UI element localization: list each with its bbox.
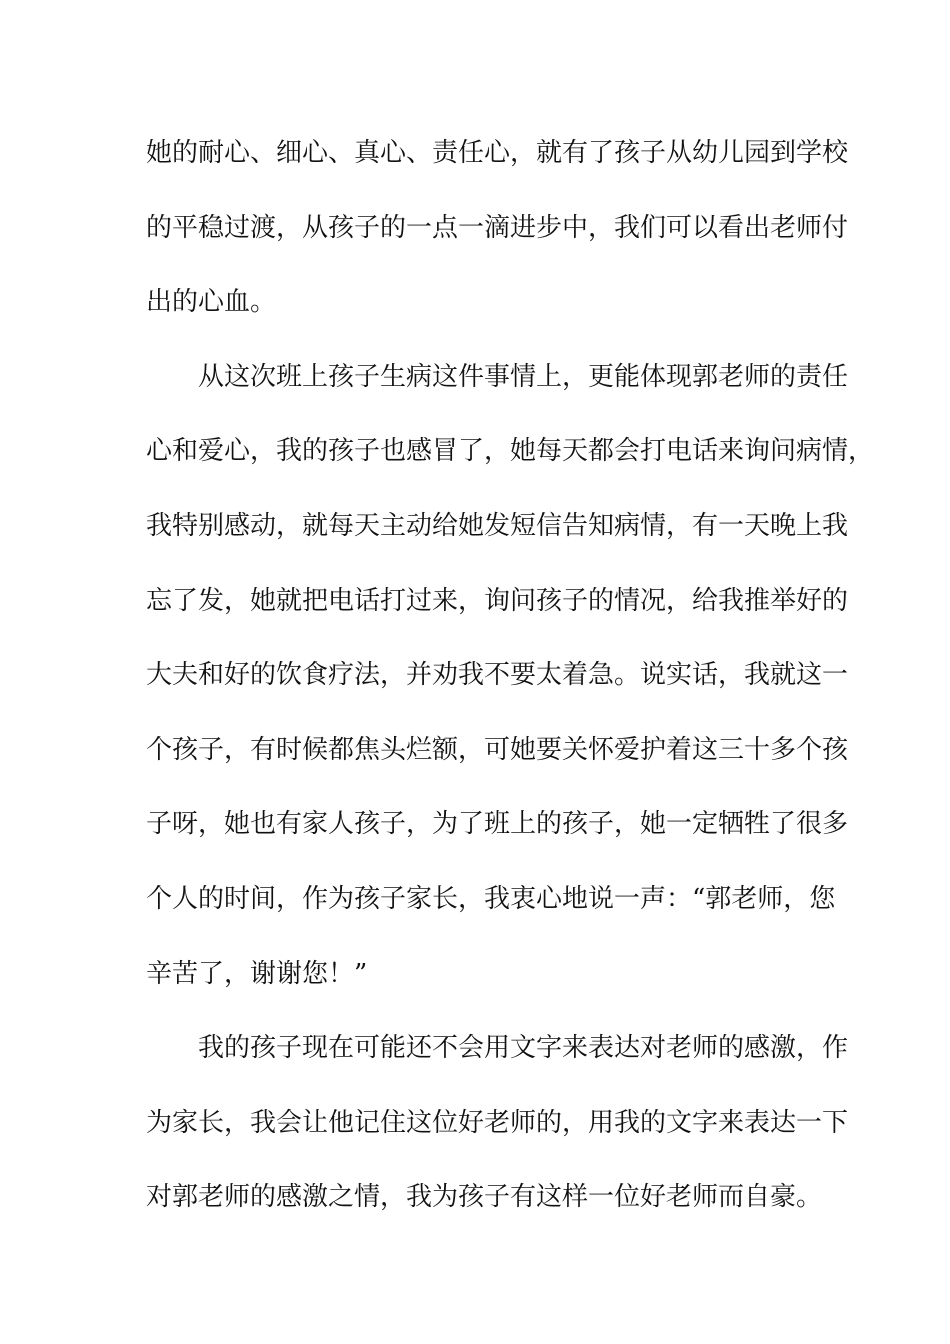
text-line: 个孩子，有时候都焦头烂额，可她要关怀爱护着这三十多个孩 [146,734,849,765]
text-line: 她的耐心、细心、真心、责任心，就有了孩子从幼儿园到学校 [146,138,849,168]
text-line: 出的心血。 [146,287,277,318]
text-line: 我特别感动，就每天主动给她发短信告知病情，有一天晚上我 [146,510,849,541]
paragraph-1 [146,128,849,352]
paragraph-2 [146,352,875,1023]
text-line: 忘了发，她就把电话打过来，询问孩子的情况，给我推举好的 [146,585,849,616]
text-line: 从这次班上孩子生病这件事情上，更能体现郭老师的责任 [198,361,849,392]
text-line: 心和爱心，我的孩子也感冒了，她每天都会打电话来询问病情， [146,436,875,467]
document-body [146,128,875,1247]
text-line: 个人的时间，作为孩子家长，我衷心地说一声：“郭老师，您 [146,883,836,914]
paragraph-3 [146,1023,849,1247]
text-line: 我的孩子现在可能还不会用文字来表达对老师的感激，作 [198,1033,849,1064]
text-line: 辛苦了，谢谢您！” [146,958,368,989]
text-line: 子呀，她也有家人孩子，为了班上的孩子，她一定牺牲了很多 [146,809,849,840]
text-line: 大夫和好的饮食疗法，并劝我不要太着急。说实话，我就这一 [146,660,849,691]
text-line: 对郭老师的感激之情，我为孩子有这样一位好老师而自豪。 [146,1182,823,1213]
text-line: 为家长，我会让他记住这位好老师的，用我的文字来表达一下 [146,1107,849,1138]
text-line: 的平稳过渡，从孩子的一点一滴进步中，我们可以看出老师付 [146,212,849,243]
